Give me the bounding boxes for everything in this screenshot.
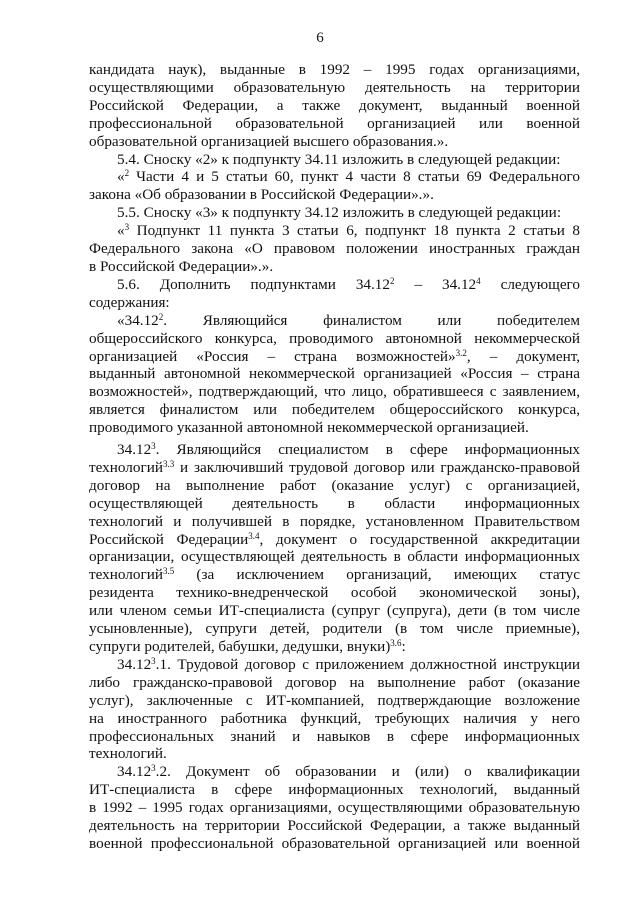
text-line: технологий и получившей в порядке, установленном Правительством (89, 512, 580, 530)
text-line: либо гражданско-правовой договор на выполнение работ (оказание (89, 673, 580, 691)
text-line: выданный автономной некоммерческой организацией «Россия – страна (89, 365, 580, 383)
text-run: 34.12 (117, 441, 152, 459)
text-line: проводимого указанной автономной некоммерческой организацией. (89, 419, 529, 437)
footnote-ref: 2 (390, 275, 395, 286)
text-run: и заключивший трудовой договор или гражданско-правовой (174, 458, 580, 476)
text-line (89, 656, 580, 674)
text-line: организации, осуществляющей деятельность в области информационных (89, 548, 580, 566)
text-line: усыновленные), супруги детей, родители (в том числе приемные), (89, 620, 580, 638)
page-number: 6 (316, 30, 324, 46)
text-line: профессиональной образовательной организацией или военной (89, 114, 580, 132)
footnote-ref: 3 (151, 441, 156, 452)
text-run: : (401, 638, 406, 655)
text-run: технологий (89, 566, 163, 584)
text-line: на иностранного работника функций, требующих наличия у него (89, 709, 580, 727)
footnote-ref: 4 (476, 275, 481, 286)
text-line (89, 168, 580, 186)
text-line: Российской Федерации, а также документ, выданный военной (89, 96, 580, 114)
text-line: 5.5. Сноску «3» к подпункту 34.12 изложить в следующей редакции: (117, 204, 562, 222)
text-line: услуг), заключенные с ИТ-компанией, подтверждающие возложение (89, 691, 580, 709)
text-line: договор на выполнение работ (оказание услуг) с организацией, (89, 476, 580, 494)
text-run: – 34.12 (394, 275, 477, 293)
text-line (89, 222, 580, 240)
text-line: является финалистом или победителем общероссийского конкурса, (89, 401, 580, 419)
text-run: 5.6. Дополнить подпунктами 34.12 (117, 275, 390, 293)
text-run: технологий (89, 458, 163, 476)
text-line: Федерального закона «О правовом положении иностранных граждан (89, 240, 580, 258)
footnote-ref: 3 (151, 763, 156, 774)
text-line: осуществляющими образовательную деятельность на территории (89, 78, 580, 96)
text-line (89, 531, 580, 549)
text-line (89, 566, 580, 584)
text-run: . Являющийся специалистом в сфере информационных (155, 441, 580, 459)
text-line: профессиональных знаний и навыков в сфере информационных (89, 727, 580, 745)
text-line: осуществляющей деятельность в области информационных (89, 494, 580, 512)
text-line: или членом семьи ИТ-специалиста (супруг (супруга), дети (в том числе (89, 602, 580, 620)
footnote-ref: 2 (124, 168, 130, 179)
text-line (89, 459, 580, 477)
text-run: .1. Трудовой договор с приложением должностной инструкции (155, 655, 580, 673)
text-line: резидента технико-внедренческой особой экономической зоны), (89, 584, 580, 602)
text-run: .2. Документ об образовании и (или) о квалификации (155, 763, 580, 781)
text-run: . Являющийся финалистом или победителем (163, 311, 580, 329)
text-run: , – документ, (466, 347, 580, 365)
text-line: общероссийского конкурса, проводимого автономной некоммерческой (89, 329, 580, 347)
text-run: следующего (480, 275, 581, 293)
text-line (89, 348, 580, 366)
text-line: содержания: (89, 293, 170, 311)
text-line: закона «Об образовании в Российской Федерации».». (89, 186, 434, 204)
footnote-ref: 3 (151, 655, 156, 666)
text-line (89, 276, 580, 294)
text-run: Российской Федерации (89, 530, 249, 548)
footnote-ref: 3.2 (455, 347, 467, 358)
text-run: , документ о государственной аккредитации (259, 530, 580, 548)
text-line: технологий. (89, 745, 167, 763)
text-run: Подпункт 11 пункта 3 статьи 6, подпункт 18 пункта 2 статьи 8 (129, 222, 580, 240)
text-line: кандидата наук), выданные в 1992 – 1995 годах организациями, (89, 61, 580, 78)
text-run: организацией «Россия – страна возможностей» (89, 347, 456, 365)
text-line: деятельность на территории Российской Федерации, а также выданный (89, 817, 580, 835)
text-run: 34.12 (117, 763, 152, 781)
footnote-ref: 3.3 (162, 458, 175, 469)
footnote-ref: 3.4 (248, 530, 260, 541)
text-run: « (117, 222, 125, 240)
footnote-ref: 3.6 (390, 638, 402, 648)
text-line: ИТ-специалиста в сфере информационных технологий, выданный (89, 781, 580, 799)
document-body (89, 61, 580, 853)
text-run: 34.12 (117, 655, 152, 673)
text-line (89, 441, 580, 459)
text-line: образовательной организацией высшего образования.». (89, 132, 449, 150)
text-run: Части 4 и 5 статьи 60, пункт 4 части 8 статьи 69 Федерального (129, 168, 580, 186)
text-line: возможностей», подтверждающий, что лицо, обратившееся с заявлением, (89, 383, 580, 401)
text-run: супруги родителей, бабушки, дедушки, внуки) (89, 638, 391, 655)
text-line: 5.4. Сноску «2» к подпункту 34.11 изложить в следующей редакции: (117, 150, 561, 168)
text-line: в Российской Федерации».». (89, 257, 274, 275)
footnote-ref: 3 (124, 222, 130, 233)
text-line: военной профессиональной образовательной организацией или военной (89, 834, 580, 852)
text-line: в 1992 – 1995 годах организациями, осуществляющими образовательную (89, 799, 580, 817)
footnote-ref: 3.5 (162, 566, 175, 577)
footnote-ref: 2 (158, 311, 164, 322)
text-line (89, 763, 580, 781)
text-run: « (117, 168, 125, 186)
text-line (89, 638, 580, 656)
text-run: (за исключением организаций, имеющих статус (174, 566, 580, 584)
text-run: «34.12 (117, 311, 159, 329)
text-line (89, 312, 580, 330)
